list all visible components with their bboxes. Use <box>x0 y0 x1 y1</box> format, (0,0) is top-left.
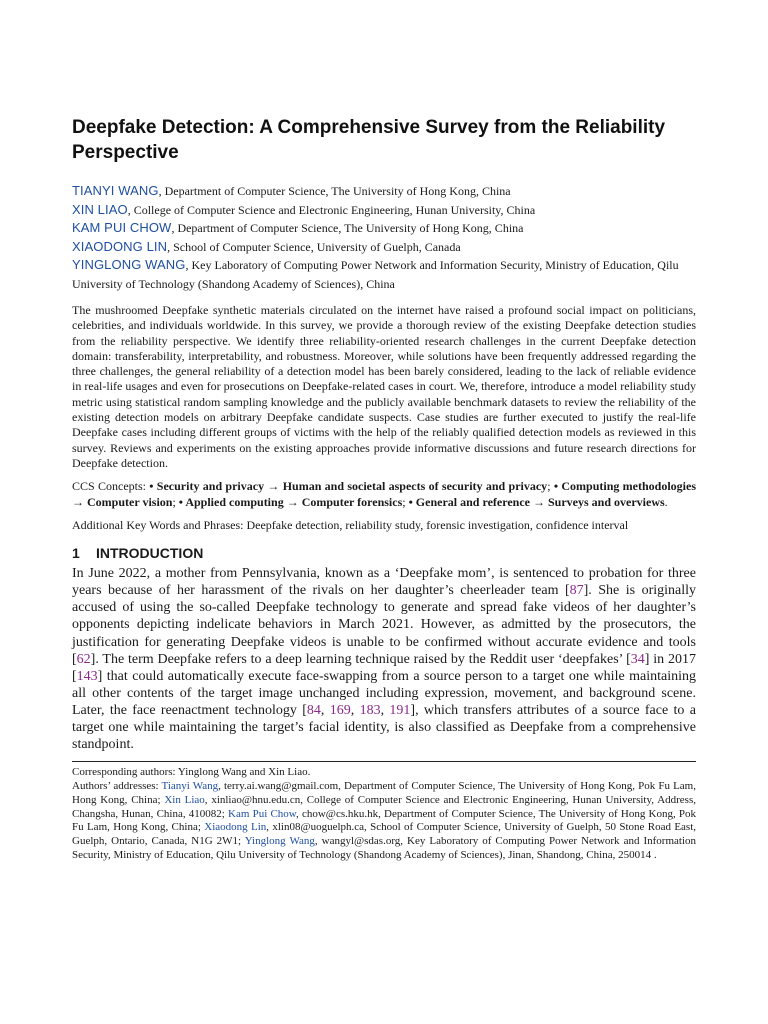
author-link[interactable]: Tianyi Wang <box>161 779 219 792</box>
citation-link[interactable]: 62 <box>76 651 91 667</box>
intro-text: ]. She is originally accused of using the so-called Deepfake technology to generate and spread fake videos of her daughter’s opponents depicting indelicate behaviors in March 2021. However, as admitted by the prosecutors, the justification for generating Deepfake videos is unable to be confirmed without accurate evidence and tools [ <box>72 583 696 667</box>
abstract: The mushroomed Deepfake synthetic materials circulated on the internet have raised a profound social impact on politicians, celebrities, and individuals worldwide. In this survey, we provide a thorough review of the existing Deepfake detection studies from the reliability perspective. We identify three reliability-oriented research challenges in the current Deepfake detection domain: transferability, interpretability, and robustness. Moreover, while solutions have been frequently addressed regarding the three challenges, the general reliability of a detection model has been barely considered, leading to the lack of reliable evidence in real-life usages and even for prosecutions on Deepfake-related cases in court. We, therefore, introduce a model reliability study metric using statistical random sampling knowledge and the publicly available benchmark datasets to review the reliability of the existing detection models on arbitrary Deepfake candidate suspects. Case studies are further executed to justify the real-life Deepfake cases including different groups of victims with the help of the reliably qualified detection models as reviewed in this survey. Reviews and experiments on the existing approaches provide informative discussions and future research directions for Deepfake detection. <box>72 303 696 470</box>
footnote-text: , chow@cs.hku.hk, Department of Computer Science, The University of Hong Kong, Pok Fu Lam, Hong Kong, China; <box>72 807 697 834</box>
footnote-corresponding: Corresponding authors: Yinglong Wang and Xin Liao. <box>72 766 311 779</box>
ccs-item: • General and reference → Surveys and overviews <box>408 494 665 509</box>
author-name[interactable]: TIANYI WANG <box>72 183 159 198</box>
author-affiliation: , College of Computer Science and Electronic Engineering, Hunan University, China <box>127 202 536 217</box>
section-number: 1 <box>72 545 80 562</box>
footnote-addresses <box>72 780 696 863</box>
author-affiliation: , Department of Computer Science, The University of Hong Kong, China <box>158 184 511 198</box>
intro-text: ], which transfers attributes of a source face to a target one while maintaining the target’s facial identity, is also classified as Deepfake from a comprehensive standpoint. <box>72 702 696 753</box>
author-link[interactable]: Yinglong Wang <box>244 835 315 848</box>
author-entry <box>72 238 696 257</box>
author-link[interactable]: Xiaodong Lin <box>204 821 267 834</box>
author-name[interactable]: XIAODONG LIN <box>72 238 168 254</box>
footnote-rule <box>72 761 696 762</box>
citation-link[interactable]: 87 <box>569 583 584 599</box>
paper-title: Deepfake Detection: A Comprehensive Survey from the Reliability Perspective <box>72 117 666 163</box>
author-entry <box>72 182 696 201</box>
author-affiliation: , School of Computer Science, University of Guelph, Canada <box>167 239 461 254</box>
intro-text: In June 2022, a mother from Pennsylvania, known as a ‘Deepfake mom’, is sentenced to probation for three years because of her harassment of the rivals on her daughter’s cheerleader team [ <box>72 566 696 599</box>
author-link[interactable]: Xin Liao <box>164 793 205 806</box>
author-list <box>72 182 696 293</box>
ccs-item: • Security and privacy → Human and societal aspects of security and privacy <box>149 479 548 494</box>
page-content <box>72 115 696 863</box>
ccs-label: CCS Concepts: <box>72 479 150 494</box>
intro-text: , <box>380 702 390 718</box>
citation-link[interactable]: 169 <box>329 702 351 718</box>
intro-paragraph <box>72 565 696 753</box>
footnote-text: , wangyl@sdas.org, Key Laboratory of Computing Power Network and Information Security, Ministry of Education, Qilu University of Technology (Shandong Academy of Sciences), Jinan, Shandong, China, 250014 . <box>72 835 697 861</box>
ccs-concepts <box>72 479 696 510</box>
citation-link[interactable]: 183 <box>359 702 381 718</box>
keywords: Additional Key Words and Phrases: Deepfake detection, reliability study, forensic investigation, confidence interval <box>72 517 629 532</box>
intro-text: ] that could automatically execute face-swapping from a source person to a target one while maintaining all other contents of the target image unchanged including expression, movement, and background scene. Later, the face reenactment technology [ <box>72 668 696 718</box>
ccs-separator: . <box>664 494 668 509</box>
author-entry <box>72 256 696 293</box>
author-link[interactable]: Kam Pui Chow <box>228 807 297 820</box>
ccs-separator: ; <box>547 479 554 494</box>
ccs-separator: ; <box>172 494 179 509</box>
intro-text: , <box>320 702 330 718</box>
footnote-text: , xinliao@hnu.edu.cn, College of Computer Science and Electronic Engineering, Hunan University, Address, Changsha, Hunan, China, 410082; <box>72 793 696 820</box>
citation-link[interactable]: 191 <box>389 702 411 718</box>
citation-link[interactable]: 84 <box>306 702 321 718</box>
footnote-text: , xlin08@uoguelph.ca, School of Computer Science, University of Guelph, 50 Stone Road East, Guelph, Ontario, Canada, N1G 2W1; <box>72 821 697 848</box>
author-name[interactable]: KAM PUI CHOW <box>72 220 172 235</box>
ccs-item: • Applied computing → Computer forensics <box>178 494 403 509</box>
author-affiliation: , Department of Computer Science, The University of Hong Kong, China <box>171 221 524 235</box>
author-entry <box>72 219 696 238</box>
intro-text: ] in 2017 [ <box>72 651 696 684</box>
intro-text: , <box>350 702 360 718</box>
author-name[interactable]: XIN LIAO <box>72 201 128 217</box>
author-entry <box>72 201 696 220</box>
citation-link[interactable]: 34 <box>630 651 645 667</box>
author-affiliation: , Key Laboratory of Computing Power Network and Information Security, Ministry of Education, Qilu University of Technology (Shandong Academy of Sciences), China <box>72 258 679 291</box>
footnote-text: Authors’ addresses: <box>72 779 162 792</box>
footnote-text: , terry.ai.wang@gmail.com, Department of Computer Science, The University of Hong Kong, Pok Fu Lam, Hong Kong, China; <box>72 779 696 806</box>
author-name[interactable]: YINGLONG WANG <box>72 257 186 272</box>
ccs-item: • Computing methodologies → Computer vision <box>72 479 697 509</box>
citation-link[interactable]: 143 <box>76 668 98 684</box>
section-heading <box>72 545 696 561</box>
intro-text: ]. The term Deepfake refers to a deep learning technique raised by the Reddit user ‘deepfakes’ [ <box>90 651 631 667</box>
ccs-separator: ; <box>402 494 409 509</box>
section-title: INTRODUCTION <box>96 545 204 562</box>
